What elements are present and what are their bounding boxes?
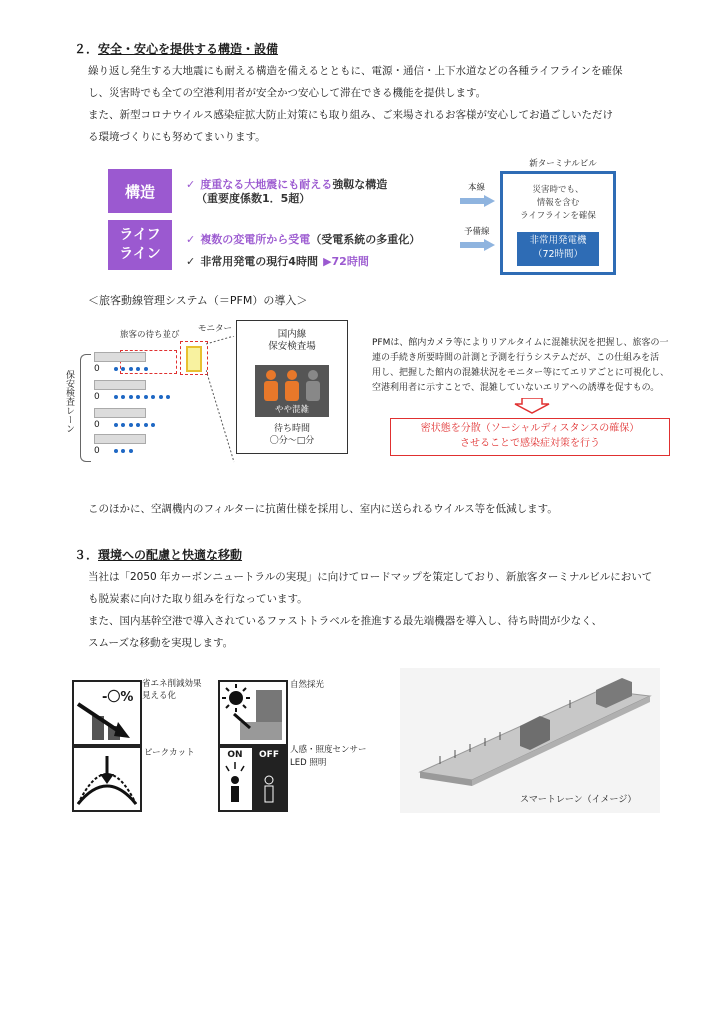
filter-text: このほかに、空調機内のフィルターに抗菌仕様を採用し、室内に送られるウイルス等を低減します。	[88, 503, 558, 515]
terminal-title: 新ターミナルビル	[529, 159, 597, 169]
section3-heading	[74, 546, 242, 563]
note-box	[390, 418, 670, 456]
terminal-box	[500, 171, 616, 275]
terminal-text-1: 災害時でも、	[532, 185, 584, 195]
lifeline-l2: ライン	[119, 246, 161, 262]
struct-item2-a: 複数の変電所から受電	[200, 233, 311, 246]
s3-p1-l2: も脱炭素に向けた取り組みを行なっています。	[88, 593, 308, 605]
section3-number: ３．	[74, 548, 99, 562]
panel-title-1: 国内線	[277, 329, 307, 340]
pfm-desc-4: 空港利用者に示すことで、混雑していないエリアへの誘導を促すもの。	[372, 383, 660, 393]
generator-l1: 非常用発電機	[529, 235, 587, 246]
structure-label-box: 構造	[108, 169, 172, 213]
note-line-1: 密状態を分散（ソーシャルディスタンスの確保）	[420, 423, 640, 434]
section2-body	[88, 60, 688, 148]
energy-symbol: -〇%	[102, 690, 134, 705]
on-panel	[220, 748, 250, 810]
sensor-l2: LED 照明	[290, 758, 327, 768]
smart-lane-render	[400, 668, 660, 788]
s2-p2-l1: また、新型コロナウイルス感染症拡大防止対策にも取り組み、ご来場されるお客様が安心してお過ごしいただけ	[88, 109, 613, 121]
lifeline-l1: ライフ	[119, 227, 161, 243]
struct-item2	[186, 228, 420, 247]
congestion-display	[255, 365, 329, 417]
lane-2	[94, 380, 174, 402]
pfm-desc-2: 連の手続き所要時間の計測と予測を行うシステムだが、この仕組みを活	[372, 353, 660, 363]
off-label: OFF	[259, 750, 279, 760]
s3-p2-l2: スムーズな移動を実現します。	[88, 637, 234, 649]
sensor-l1: 人感・照度センサー	[290, 745, 367, 755]
section2-heading	[74, 40, 278, 57]
lane-3	[94, 408, 159, 430]
terminal-text	[503, 184, 613, 223]
arrow-right-icon	[460, 239, 496, 251]
structure-panel	[108, 159, 618, 275]
energy-label	[142, 678, 202, 702]
lane-4	[94, 434, 146, 456]
check-icon: ✓	[186, 233, 196, 246]
energy-l2: 見える化	[142, 691, 177, 701]
struct-item1-a: 度重なる大地震にも耐える	[200, 178, 333, 191]
s3-p2-l1: また、国内基幹空港で導入されているファストトラベルを推進する最先端機器を導入し、待ち時間が少なく、	[88, 615, 603, 627]
struct-item3-a: 非常用発電の現行4時間	[200, 255, 318, 268]
main-line-label: 本線	[468, 183, 486, 193]
monitor-panel-title	[237, 329, 347, 353]
smart-lane-image	[400, 668, 660, 813]
lane-bar	[94, 380, 146, 390]
monitor-panel	[236, 320, 348, 454]
monitor-highlight	[180, 341, 208, 375]
peak-label: ピークカット	[144, 748, 195, 758]
sensor-label	[290, 744, 367, 770]
lane-bar	[94, 434, 146, 444]
terminal-text-3: ライフラインを確保	[520, 211, 596, 221]
lane-bar	[94, 352, 146, 362]
daylight-label: 自然採光	[290, 680, 325, 690]
panel-title-2: 保安検査場	[268, 341, 316, 352]
section2-title: 安全・安心を提供する構造・設備	[98, 42, 279, 56]
energy-l1: 省エネ削減効果	[142, 679, 202, 689]
queue-label: 旅客の待ち並び	[120, 330, 180, 340]
pfm-description	[372, 336, 672, 396]
smart-lane-caption: スマートレーン（イメージ）	[520, 795, 637, 805]
check-icon: ✓	[186, 178, 196, 191]
note-line-2: させることで感染症対策を行う	[460, 438, 600, 449]
lane-dots: 0	[94, 364, 151, 374]
off-panel	[252, 748, 286, 810]
generator-l2: （72時間）	[532, 249, 584, 260]
backup-line-label: 予備線	[464, 227, 490, 237]
eco-icons-panel	[68, 672, 368, 812]
sensor-icon	[218, 746, 288, 812]
lane-bracket	[80, 354, 91, 462]
s2-p1-l1: 繰り返し発生する大地震にも耐える構造を備えるとともに、電源・通信・上下水道などの各種ライフラインを確保	[88, 65, 623, 77]
lane-dots: 0	[94, 446, 146, 456]
lane-dots: 0	[94, 392, 174, 402]
s3-p1-l1: 当社は「2050 年カーボンニュートラルの実現」に向けてロードマップを策定しており、新旅客ターミナルビルにおいて	[88, 571, 653, 583]
s2-p2-l2: る環境づくりにも努めてまいります。	[88, 131, 266, 143]
peak-cut-icon	[72, 746, 142, 812]
pfm-desc-1: PFMは、館内カメラ等によりリアルタイムに混雑状況を把握し、旅客の一	[372, 338, 669, 348]
struct-item3	[186, 250, 369, 269]
terminal-text-2: 情報を含む	[536, 198, 580, 208]
section2-number: ２．	[74, 42, 99, 56]
wait-value: 〇分～□分	[269, 436, 315, 446]
lane-label: 保安検査レーン	[64, 370, 74, 433]
wait-label: 待ち時間	[273, 424, 310, 434]
wait-time	[237, 423, 347, 447]
pfm-title: ＜旅客動線管理システム（＝PFM）の導入＞	[88, 294, 308, 307]
on-label: ON	[227, 750, 243, 760]
generator-box	[517, 232, 599, 266]
lane-dots: 0	[94, 420, 159, 430]
struct-item2-b: （受電系統の多重化）	[310, 233, 421, 246]
lifeline-label-box	[108, 220, 172, 270]
check-icon: ✓	[186, 255, 196, 268]
people-icon	[261, 369, 323, 403]
s2-p1-l2: し、災害時でも全ての空港利用者が安全かつ安心して滞在できる機能を提供します。	[88, 87, 487, 99]
lane-bar	[94, 408, 146, 418]
struct-item1-sub: （重要度係数1．5超）	[196, 192, 311, 205]
section3-title: 環境への配慮と快適な移動	[98, 548, 243, 562]
struct-item1-b: 強靱な構造	[332, 178, 388, 191]
daylight-icon	[218, 680, 288, 746]
pfm-desc-3: 用し、把握した館内の混雑状況をモニター等にてエリアごとに可視化し、	[372, 368, 670, 378]
connector-lines	[206, 336, 236, 466]
struct-item3-b: ▶72時間	[323, 255, 369, 268]
lane-1	[94, 352, 151, 374]
arrow-down-icon	[514, 398, 550, 414]
section3-body	[88, 566, 688, 654]
congestion-label: やや混雑	[274, 405, 309, 415]
monitor-label: モニター	[198, 324, 233, 334]
arrow-right-icon	[460, 195, 496, 207]
